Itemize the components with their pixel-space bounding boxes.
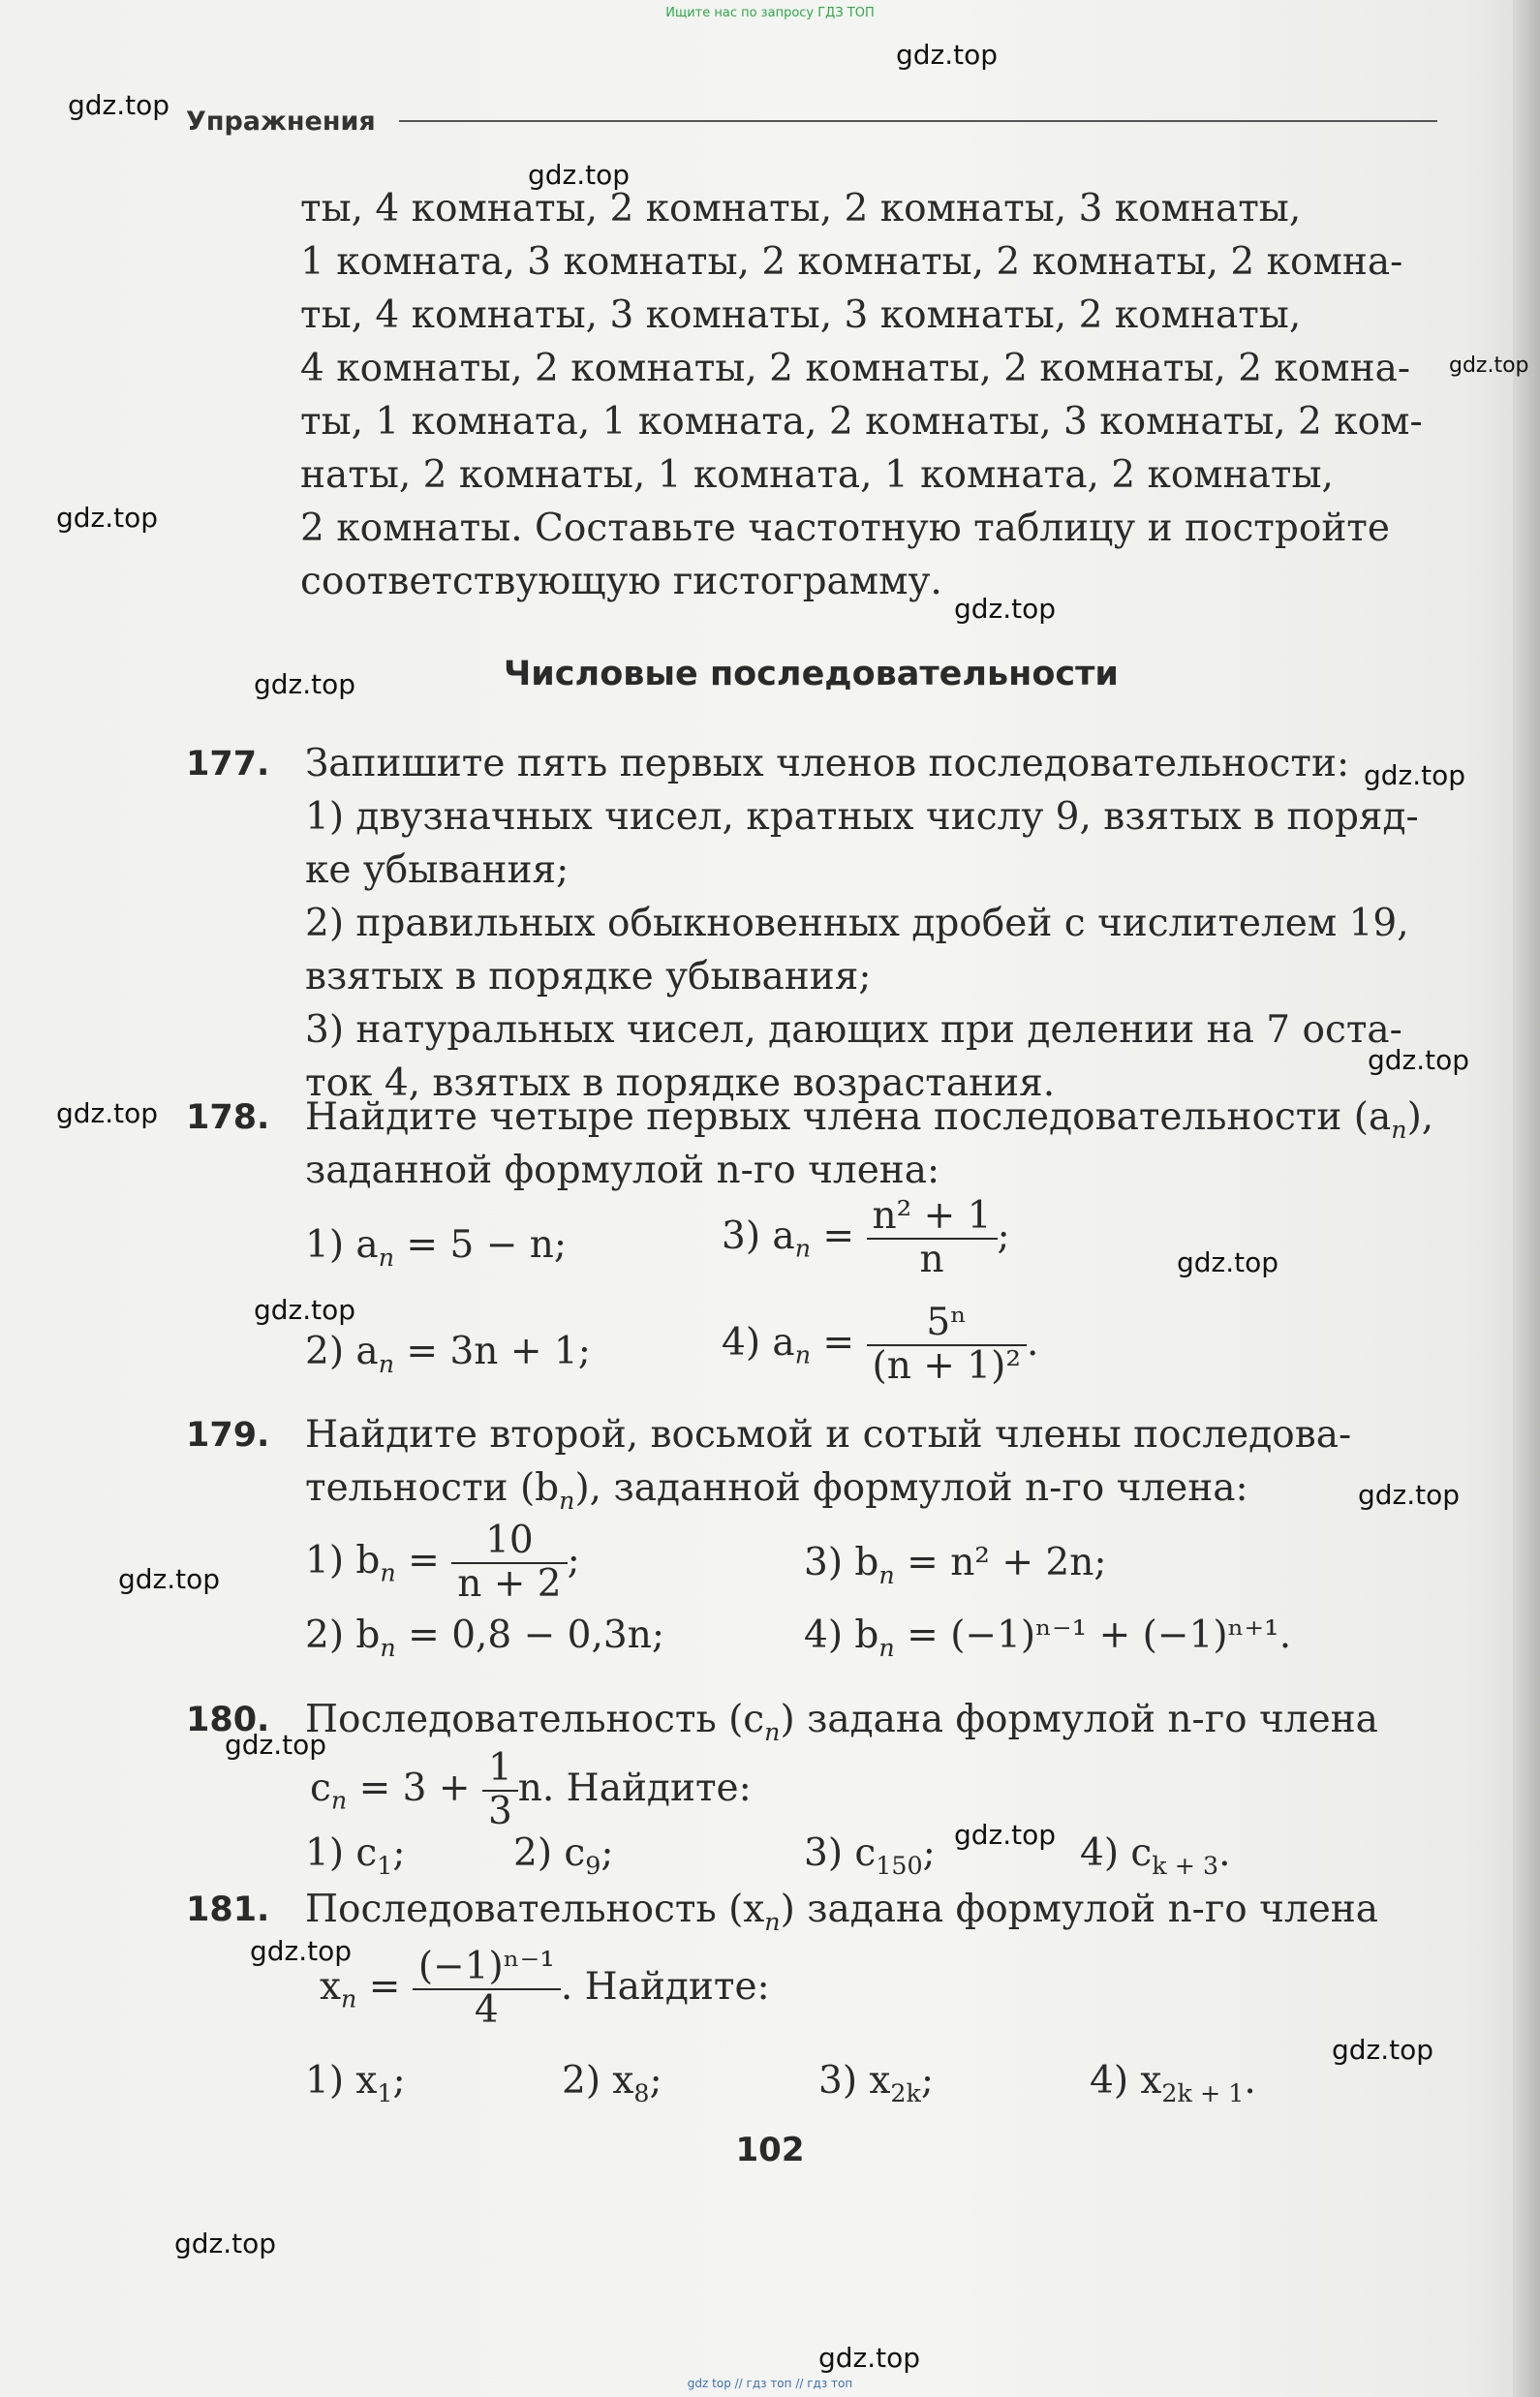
text-line: 2 комнаты. Составьте частотную таблицу и постройте: [300, 507, 1390, 550]
text: = 0,8 − 0,3n;: [395, 1613, 664, 1657]
formula-line: $x_n$ = $\frac{\text{(−1)ⁿ⁻¹}}{4}$ . Найдите:: [320, 1945, 770, 2032]
fraction: $\frac{10}{n + 2}$: [451, 1521, 567, 1606]
formula-item: 3) $a_n$ = $\frac{\text{n² + 1}}{n}$ ;: [722, 1194, 1010, 1281]
text: ) задана формулой n-го члена: [780, 1888, 1379, 1931]
text: Найдите четыре первых члена последовательности (a: [305, 1095, 1392, 1139]
text-line: [305, 1094, 1433, 1152]
text-line: ты, 4 комнаты, 2 комнаты, 2 комнаты, 3 комнаты,: [300, 187, 1302, 230]
text-line: заданной формулой n-го члена:: [305, 1149, 940, 1192]
watermark: gdz.top: [818, 2342, 921, 2374]
text: . Найдите:: [560, 1964, 770, 2009]
formula-item: 1) $x_1$;: [305, 2059, 406, 2107]
subscript: n: [1391, 1114, 1407, 1144]
formula-item: 4) $b_n = (-1)^{n-1} + (-1)^{n+1}$.: [804, 1613, 1292, 1662]
text-line: 3) натуральных чисел, дающих при делении на 7 оста-: [305, 1008, 1402, 1052]
watermark: gdz.top: [1358, 1479, 1461, 1511]
watermark: gdz.top: [56, 502, 159, 534]
text-line: тельности $(b_n)$, заданной формулой n-го члена:: [305, 1466, 1248, 1515]
header-rule: [399, 120, 1437, 122]
watermark: gdz.top: [1332, 2034, 1434, 2066]
text: Последовательность (c: [305, 1698, 765, 1741]
text: 4) a: [722, 1320, 795, 1365]
text: = 5 − n;: [394, 1223, 568, 1267]
watermark: gdz.top: [68, 89, 170, 121]
formula-item: 3) $b_n = n^2 + 2n$;: [804, 1541, 1107, 1589]
text-line: соответствующую гистограмму.: [300, 560, 942, 603]
watermark: gdz.top: [250, 1935, 353, 1967]
watermark: gdz.top: [954, 593, 1057, 625]
page-number: 102: [735, 2131, 805, 2169]
watermark: gdz.top: [1449, 353, 1529, 378]
formula-item: 4) $x_{2k + 1}$.: [1090, 2059, 1256, 2107]
text-line: ты, 4 комнаты, 3 комнаты, 3 комнаты, 2 комнаты,: [300, 293, 1302, 337]
text-line: Запишите пять первых членов последовательности:: [305, 742, 1350, 785]
text: ), заданной формулой n-го члена:: [574, 1466, 1248, 1510]
text: 1) b: [305, 1538, 381, 1583]
watermark: gdz.top: [118, 1563, 221, 1595]
formula-item: 3) $x_{2k}$;: [818, 2059, 935, 2107]
text: c: [310, 1766, 331, 1810]
text: тельности (b: [305, 1466, 560, 1510]
exercise-number: 179.: [186, 1416, 270, 1455]
bottom-note: gdz top // гдз топ // гдз топ: [687, 2377, 853, 2390]
watermark: gdz.top: [954, 1819, 1057, 1851]
watermark: gdz.top: [528, 159, 631, 191]
text-line: Последовательность $(c_n)$ задана формулой n-го члена: [305, 1698, 1378, 1746]
text: 2) a: [305, 1330, 379, 1373]
text: = 3 +: [347, 1766, 482, 1810]
formula-item: 1) $a_n = 5 - n$;: [305, 1223, 568, 1272]
watermark: gdz.top: [1177, 1246, 1279, 1278]
watermark: gdz.top: [174, 2228, 277, 2259]
watermark: gdz.top: [225, 1729, 327, 1761]
text: = (−1)ⁿ⁻¹ + (−1)ⁿ⁺¹.: [894, 1613, 1292, 1657]
text: 3) a: [722, 1214, 795, 1258]
formula-item: 1) $b_n$ = $\frac{10}{n + 2}$ ;: [305, 1519, 580, 1606]
text-line: 4 комнаты, 2 комнаты, 2 комнаты, 2 комнаты, 2 комна-: [300, 347, 1411, 390]
watermark: gdz.top: [1364, 759, 1466, 791]
fraction: $\frac{1}{3}$: [482, 1748, 518, 1833]
formula-item: 1) $c_1$;: [305, 1831, 406, 1880]
text-line: ток 4, взятых в порядке возрастания.: [305, 1061, 1056, 1105]
text: ),: [1406, 1095, 1434, 1139]
text-line: взятых в порядке убывания;: [305, 955, 872, 999]
text: = n² + 2n;: [894, 1541, 1107, 1584]
text: n. Найдите:: [517, 1766, 752, 1810]
text: 1) a: [305, 1223, 379, 1267]
text-line: Найдите второй, восьмой и сотый члены последова-: [305, 1413, 1352, 1457]
exercise-number: 181.: [186, 1890, 270, 1929]
text-line: 1) двузначных чисел, кратных числу 9, взятых в поряд-: [305, 795, 1419, 839]
formula-item: 3) $c_{150}$;: [804, 1831, 936, 1880]
text: ) задана формулой n-го члена: [780, 1698, 1378, 1741]
formula-item: 4) $a_n$ = $\frac{\text{5ⁿ}}{\text{(n + 1)²}}$ .: [722, 1301, 1039, 1388]
exercise-number: 177.: [186, 745, 270, 784]
text-line: наты, 2 комнаты, 1 комната, 1 комната, 2 комнаты,: [300, 453, 1334, 497]
text: = 3n + 1;: [394, 1330, 591, 1373]
formula-item: 2) $b_n = 0,8 - 0,3n$;: [305, 1613, 664, 1662]
text-line: ке убывания;: [305, 848, 570, 892]
text: x: [320, 1964, 341, 2009]
watermark: gdz.top: [1368, 1044, 1470, 1076]
exercise-number: 178.: [186, 1098, 270, 1137]
watermark: gdz.top: [254, 668, 356, 700]
text: 3) b: [804, 1541, 879, 1584]
text: Последовательность (x: [305, 1888, 765, 1931]
watermark: gdz.top: [56, 1097, 159, 1129]
text-line: Последовательность $(x_n)$ задана формулой n-го члена: [305, 1888, 1379, 1936]
watermark: gdz.top: [254, 1294, 356, 1326]
formula-item: 2) $a_n = 3n + 1$;: [305, 1330, 591, 1378]
text-line: ты, 1 комната, 1 комната, 2 комнаты, 3 комнаты, 2 ком-: [300, 400, 1423, 444]
formula-item: 2) $c_9$;: [513, 1831, 614, 1880]
formula-line: $c_n = 3$ + $\frac{1}{3}$ n. Найдите:: [310, 1746, 752, 1833]
top-note: Ищите нас по запросу ГДЗ ТОП: [665, 6, 875, 20]
text-line: 2) правильных обыкновенных дробей с числителем 19,: [305, 902, 1409, 945]
formula-item: 4) $c_{k + 3}$.: [1080, 1831, 1231, 1880]
watermark: gdz.top: [896, 39, 999, 71]
exercise-number: 180.: [186, 1701, 270, 1739]
fraction: $\frac{\text{n² + 1}}{n}$: [867, 1196, 998, 1281]
text-line: 1 комната, 3 комнаты, 2 комнаты, 2 комнаты, 2 комна-: [300, 240, 1403, 284]
fraction: $\frac{\text{(−1)ⁿ⁻¹}}{4}$: [413, 1947, 561, 2032]
fraction: $\frac{\text{5ⁿ}}{\text{(n + 1)²}}$: [867, 1303, 1027, 1388]
text: 2) b: [305, 1613, 381, 1657]
formula-item: 2) $x_8$;: [562, 2059, 662, 2107]
header-title: Упражнения: [186, 107, 376, 137]
section-title: Числовые последовательности: [504, 655, 1119, 693]
text: 4) b: [804, 1613, 879, 1657]
running-header: [186, 105, 1437, 143]
